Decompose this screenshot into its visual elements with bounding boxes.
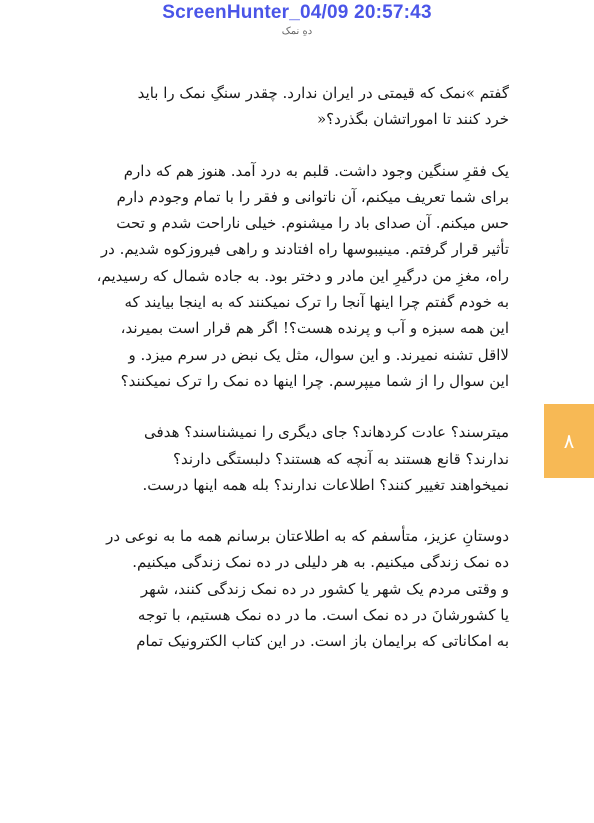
text-line: ندارند؟ قانع هستند به آنچه که هستند؟ دلبستگی دارند؟ <box>173 449 509 468</box>
text-line: میترسند؟ عادت کردهاند؟ جای دیگری را نمیشناسند؟ هدفی <box>144 423 509 442</box>
text-line: خرد کنند تا اموراتشان بگذرد؟« <box>316 110 509 129</box>
page-body <box>77 80 509 655</box>
text-line: برای شما تعریف میکنم، آن ناتوانی و فقر را با تمام وجودم دارم <box>116 187 509 206</box>
paragraph-2 <box>77 158 509 395</box>
text-line: ده نمک زندگی میکنیم. به هر دلیلی در ده نمک زندگی میکنیم. <box>132 553 509 572</box>
paragraph-1 <box>77 80 509 133</box>
text-line: یک فقرِ سنگین وجود داشت. قلبم به درد آمد. هنوز هم که دارم <box>123 161 509 180</box>
text-line: لااقل تشنه نمیرند. و این سوال، مثل یک نبض در سرم میزد. و <box>128 345 509 364</box>
paragraph-3 <box>77 419 509 498</box>
text-line: نمیخواهند تغییر کنند؟ اطلاعات ندارند؟ بله همه اینها درست. <box>142 475 509 494</box>
text-line: این همه سبزه و آب و پرنده هست؟! اگر هم قرار است بمیرند، <box>120 319 509 338</box>
running-head-title: دهِ نمک <box>281 26 313 37</box>
paragraph-4 <box>77 523 509 654</box>
text-line: حس میکنم. آن صدای باد را میشنوم. خیلی ناراحت شدم و تحت <box>116 214 509 233</box>
screenshot-watermark: ScreenHunter_04/09 20:57:43 <box>162 2 432 23</box>
text-line: تأثیر قرار گرفتم. مینیبوسها راه افتادند و راهی فیروزکوه شدیم. در <box>100 240 509 259</box>
text-line: به خودم گفتم چرا اینها آنجا را ترک نمیکنند که به اینجا بیایند که <box>124 293 509 312</box>
text-line: راه، مغزِ من درگیرِ این مادر و دختر بود. به جاده شمال که رسیدیم، <box>96 266 509 285</box>
page-number: ۸ <box>563 429 575 453</box>
text-line: گفتم »نمک که قیمتی در ایران ندارد. چقدر سنگِ نمک را باید <box>137 84 509 102</box>
page-number-tab[interactable] <box>544 404 594 478</box>
text-line: یا کشورشانَ در ده نمک است. ما در ده نمک هستیم، با توجه <box>137 606 509 625</box>
text-line: دوستانِ عزیز، متأسفم که به اطلاعتان برسانم همه ما به نوعی در <box>106 527 509 546</box>
text-line: این سوال را از شما میپرسم. چرا اینها ده نمک را ترک نمیکنند؟ <box>120 371 509 390</box>
text-line: و وقتی مردم یک شهر یا کشور در ده نمک زندگی کنند، شهر <box>140 579 509 598</box>
text-line: به امکاناتی که برایمان باز است. در این کتاب الکترونیک تمام <box>136 632 509 651</box>
